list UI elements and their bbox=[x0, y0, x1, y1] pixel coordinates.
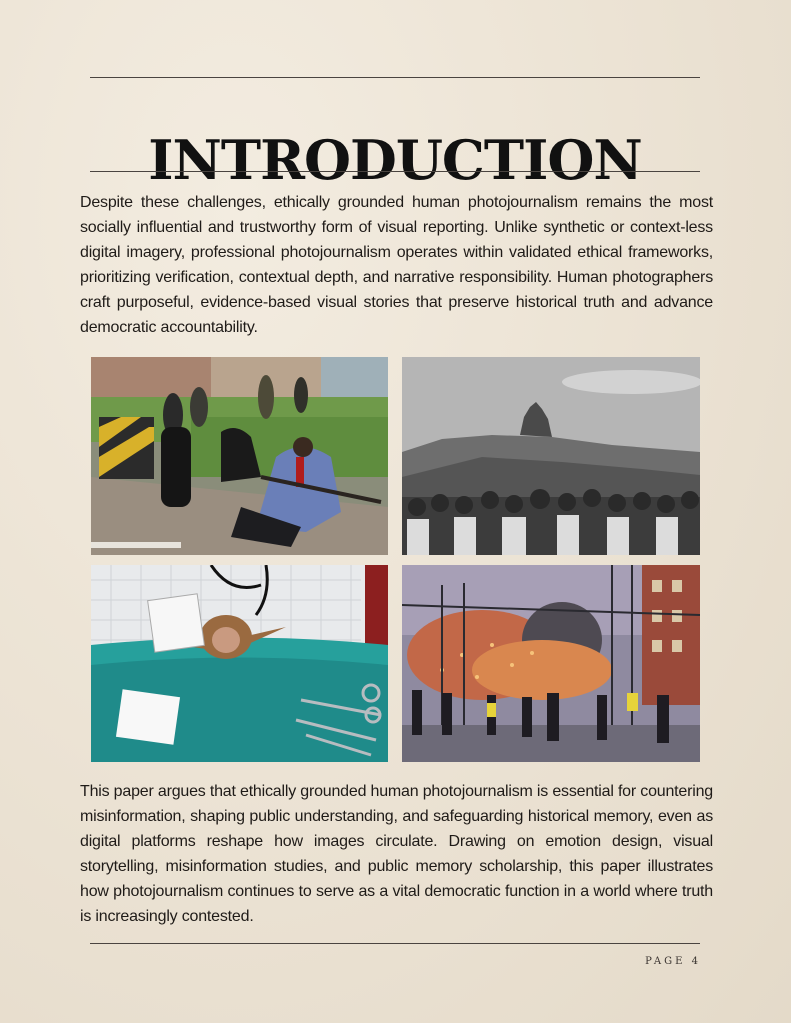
page-title: INTRODUCTION bbox=[148, 128, 642, 193]
page-number: PAGE 4 bbox=[645, 956, 701, 967]
intro-paragraph-1: Despite these challenges, ethically grounded human photojournalism remains the most socially influential and trustworthy form of visual reporting. Unlike synthetic or context-less digital imagery, professional photojournalism operates within validated ethical frameworks, prioritizing verification, contextual depth, and narrative responsibility. Human photographers craft purposeful, evidence-based visual stories that preserve historical truth and advance democratic accountability. bbox=[80, 194, 713, 336]
photo-crowd-landscape bbox=[402, 357, 700, 555]
intro-paragraph-2: This paper argues that ethically grounded human photojournalism is essential for countering misinformation, shaping public understanding, and safeguarding historical memory, even as digital platforms reshape how images circulate. Drawing on emotion design, visual storytelling, misinformation studies, and public memory scholarship, this paper illustrates how photojournalism continues to serve as a vital democratic function in a world where truth is increasingly contested. bbox=[80, 783, 713, 925]
photo-armed-protest bbox=[91, 357, 388, 555]
footer-rule bbox=[90, 943, 700, 944]
title-bottom-rule bbox=[90, 171, 700, 172]
title-top-rule bbox=[90, 77, 700, 78]
photo-street-explosion bbox=[402, 565, 700, 762]
photo-lab-monkey bbox=[91, 565, 388, 762]
